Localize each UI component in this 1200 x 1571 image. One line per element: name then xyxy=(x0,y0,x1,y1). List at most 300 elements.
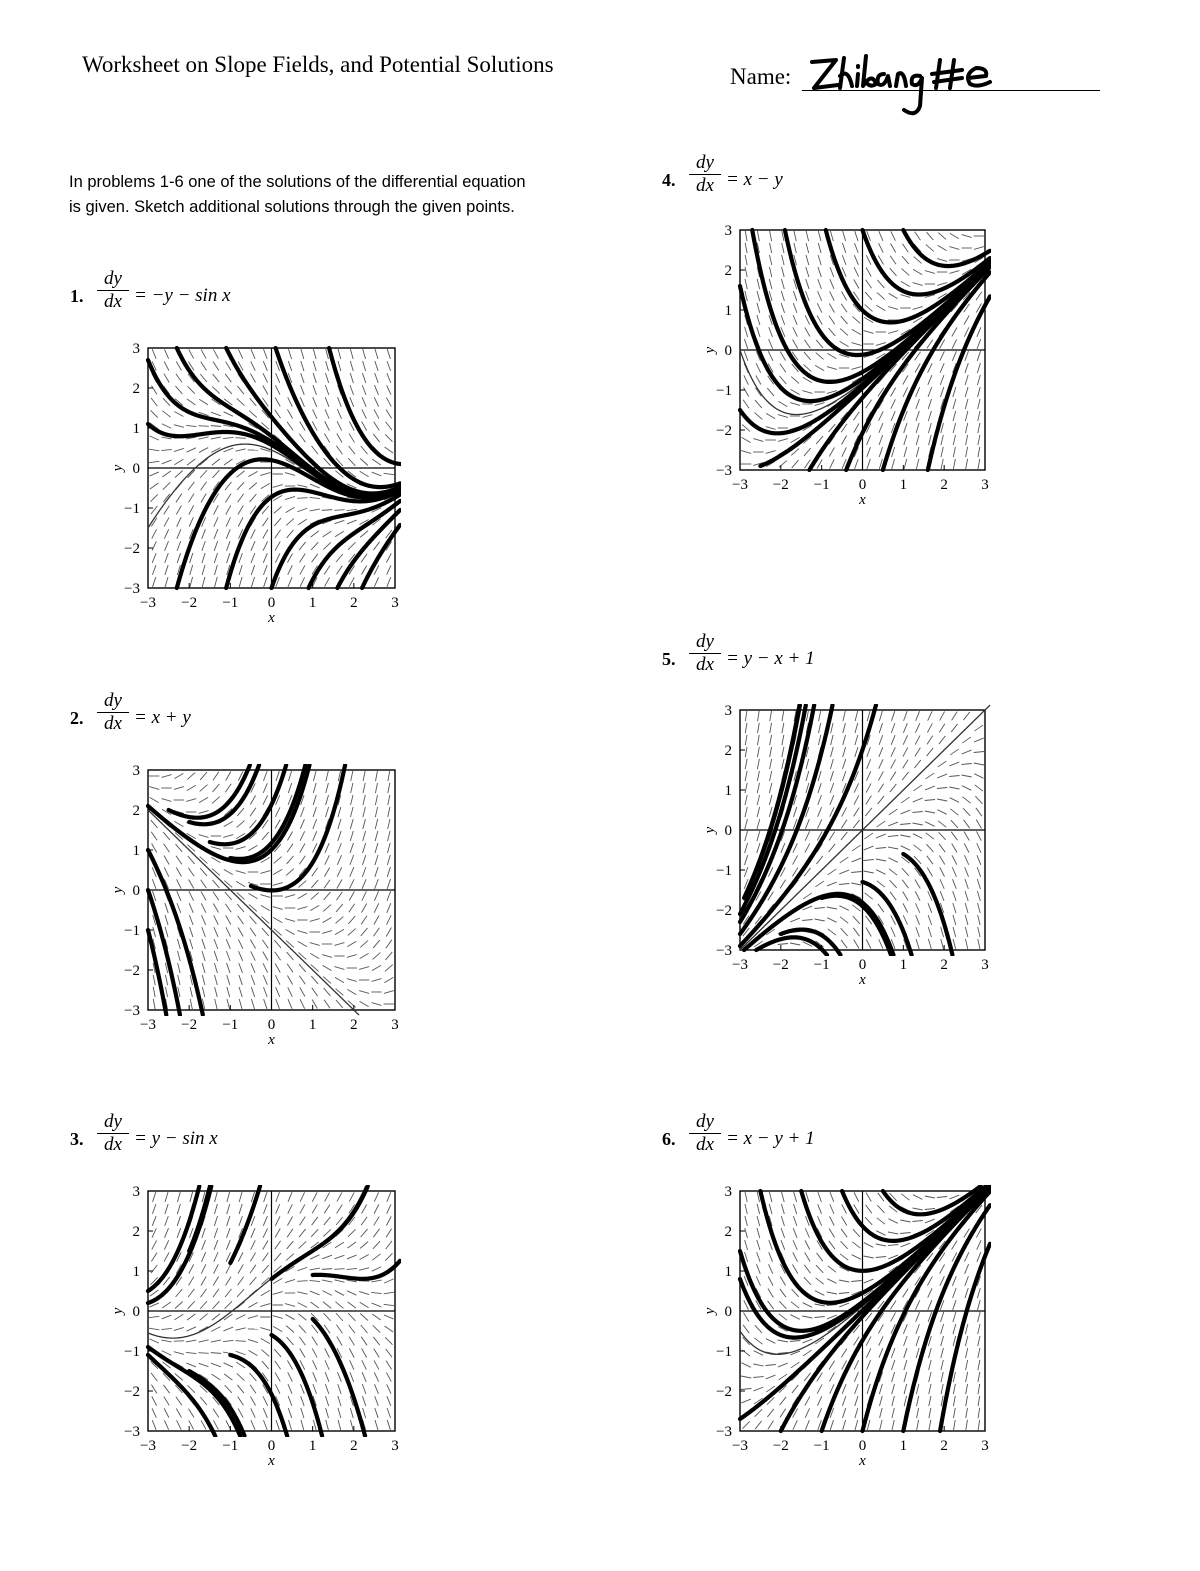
slope-segment xyxy=(928,1348,931,1358)
x-tick-label: 0 xyxy=(267,1017,276,1033)
slope-segment xyxy=(866,1336,871,1345)
y-tick-label: −2 xyxy=(124,963,140,979)
slope-segment xyxy=(925,1219,935,1223)
slope-segment xyxy=(941,1384,943,1394)
slope-segment xyxy=(879,1396,882,1406)
x-axis-label: x xyxy=(268,1032,275,1048)
slope-segment xyxy=(802,1316,812,1318)
slope-segment xyxy=(757,1252,760,1262)
slope-segment xyxy=(876,1256,886,1257)
slope-segment xyxy=(854,1372,858,1382)
slope-segment xyxy=(867,1384,870,1394)
x-tick-label: −1 xyxy=(813,477,830,493)
slope-segment xyxy=(817,1253,823,1261)
fraction-numerator: dy xyxy=(97,690,129,713)
slope-segment xyxy=(866,1193,871,1202)
y-tick-label: 1 xyxy=(724,303,732,319)
slope-segment xyxy=(804,1277,811,1285)
slope-segment xyxy=(978,1336,980,1346)
slope-segment xyxy=(965,1348,967,1358)
y-tick-label: 1 xyxy=(132,843,140,859)
y-tick-label: −1 xyxy=(124,501,140,517)
slope-segment xyxy=(753,1364,763,1366)
slope-segment xyxy=(953,1300,956,1310)
slope-segment xyxy=(769,1264,773,1274)
slope-segment xyxy=(754,1387,764,1391)
slope-segment xyxy=(792,1265,797,1274)
slope-segment xyxy=(876,1231,885,1236)
slope-segment xyxy=(827,1279,836,1284)
slope-segment xyxy=(765,1364,775,1365)
y-tick-label: −2 xyxy=(716,423,732,439)
x-tick-label: −1 xyxy=(222,1017,239,1033)
x-tick-label: −1 xyxy=(222,595,239,611)
slope-segment xyxy=(917,1420,919,1430)
slope-segment xyxy=(892,1396,895,1406)
slope-segment xyxy=(866,1348,870,1357)
slope-segment xyxy=(793,1216,796,1226)
fraction-numerator: dy xyxy=(97,268,129,291)
slope-segment xyxy=(904,1336,908,1346)
x-tick-label: −3 xyxy=(140,1017,156,1033)
slope-segment xyxy=(805,1240,810,1249)
problem-number: 6. xyxy=(662,1129,676,1149)
problem-number: 4. xyxy=(662,170,676,190)
slope-segment xyxy=(929,1408,931,1418)
slope-segment xyxy=(828,1266,836,1272)
y-tick-label: −3 xyxy=(124,1003,140,1019)
slope-segment xyxy=(964,1252,968,1261)
slope-segment xyxy=(803,1350,812,1356)
y-tick-label: −1 xyxy=(716,1344,732,1360)
y-tick-label: 3 xyxy=(132,763,140,779)
slope-segment xyxy=(830,1384,834,1393)
slope-segment xyxy=(830,1216,835,1225)
slope-segment xyxy=(953,1312,956,1322)
slope-segment xyxy=(916,1324,920,1334)
fraction-numerator: dy xyxy=(689,152,721,175)
x-tick-label: −1 xyxy=(813,957,830,973)
equation-rhs: = x − y + 1 xyxy=(726,1128,815,1149)
x-tick-label: 2 xyxy=(350,1017,358,1033)
equation-rhs: = x + y xyxy=(134,707,191,728)
slope-segment xyxy=(767,1409,773,1417)
slope-segment xyxy=(805,1408,809,1417)
y-tick-label: 1 xyxy=(724,783,732,799)
x-tick-label: 3 xyxy=(391,595,399,611)
slope-segment xyxy=(781,1216,784,1226)
x-tick-label: 3 xyxy=(981,477,989,493)
y-tick-label: −1 xyxy=(716,863,732,879)
slope-segment xyxy=(817,1396,821,1405)
slope-segment xyxy=(855,1384,859,1394)
slope-segment xyxy=(890,1301,896,1310)
y-tick-label: 1 xyxy=(132,1264,140,1280)
slope-segment xyxy=(903,1289,909,1298)
y-tick-label: −2 xyxy=(124,1384,140,1400)
slope-segment xyxy=(839,1280,849,1282)
slope-segment xyxy=(815,1291,824,1296)
y-tick-label: 2 xyxy=(724,743,732,759)
problem-number: 2. xyxy=(70,708,84,728)
slope-segment xyxy=(829,1372,834,1381)
slope-segment xyxy=(878,1324,883,1333)
y-tick-label: 3 xyxy=(132,1184,140,1200)
equation-rhs: = −y − sin x xyxy=(134,285,231,306)
slope-segment xyxy=(757,1216,760,1226)
slope-segment xyxy=(757,1240,760,1250)
slope-segment xyxy=(941,1348,944,1358)
slope-segment xyxy=(916,1384,918,1394)
slope-segment xyxy=(925,1196,935,1198)
worksheet-title: Worksheet on Slope Fields, and Potential Solutions xyxy=(82,52,554,77)
slope-segment xyxy=(791,1362,800,1368)
slope-segment xyxy=(779,1374,788,1380)
slope-segment xyxy=(901,1243,911,1247)
slope-segment xyxy=(805,1396,810,1405)
x-tick-label: 0 xyxy=(267,595,276,611)
slope-segment xyxy=(768,1301,774,1309)
x-tick-label: 2 xyxy=(940,1438,948,1454)
y-tick-label: 0 xyxy=(724,343,732,359)
slope-segment xyxy=(879,1336,883,1345)
y-tick-label: 0 xyxy=(724,823,732,839)
slope-segment xyxy=(940,1312,943,1322)
slope-segment xyxy=(977,1300,980,1310)
slope-segment xyxy=(977,1288,980,1298)
slope-segment xyxy=(953,1408,955,1418)
slope-segment xyxy=(953,1384,955,1394)
slope-segment xyxy=(852,1255,861,1260)
x-tick-label: 1 xyxy=(308,1017,317,1033)
slope-segment xyxy=(978,1384,980,1394)
slope-segment xyxy=(866,1205,872,1213)
slope-segment xyxy=(904,1348,907,1358)
slope-segment xyxy=(927,1276,932,1285)
slope-segment xyxy=(904,1384,907,1394)
y-tick-label: 0 xyxy=(132,1304,140,1320)
problem-number: 5. xyxy=(662,649,676,669)
slope-segment xyxy=(953,1372,955,1382)
x-tick-label: −1 xyxy=(222,1438,239,1454)
slope-segment xyxy=(842,1408,845,1418)
slope-segment xyxy=(803,1303,812,1308)
x-tick-label: 1 xyxy=(899,957,908,973)
slope-segment xyxy=(888,1232,898,1234)
x-tick-label: −2 xyxy=(181,1017,198,1033)
x-axis-label: x xyxy=(859,492,866,508)
slope-segment xyxy=(768,1421,774,1430)
slope-segment xyxy=(853,1229,860,1237)
slope-segment xyxy=(818,1192,821,1202)
slope-segment xyxy=(929,1360,932,1370)
slope-segment xyxy=(864,1256,874,1258)
slope-segment xyxy=(904,1396,906,1406)
slope-segment xyxy=(790,1340,800,1341)
slope-segment xyxy=(891,1360,894,1370)
y-tick-label: 2 xyxy=(132,803,140,819)
slope-segment xyxy=(851,1280,861,1281)
slope-segment xyxy=(925,1208,935,1209)
y-tick-label: 3 xyxy=(724,1184,732,1200)
y-tick-label: 3 xyxy=(724,703,732,719)
slope-segment xyxy=(855,1408,858,1418)
y-tick-label: −3 xyxy=(716,463,732,479)
slope-segment xyxy=(781,1240,785,1250)
x-tick-label: −2 xyxy=(772,477,789,493)
slope-segment xyxy=(818,1408,822,1418)
x-tick-label: 0 xyxy=(858,957,867,973)
x-axis-label: x xyxy=(268,1453,275,1469)
y-tick-label: 2 xyxy=(724,263,732,279)
y-tick-label: −3 xyxy=(716,1424,732,1440)
slope-segment xyxy=(966,1384,968,1394)
slope-segment xyxy=(941,1372,943,1382)
slope-segment xyxy=(928,1300,932,1310)
y-tick-label: −1 xyxy=(716,383,732,399)
slope-segment xyxy=(891,1348,895,1358)
slope-segment xyxy=(805,1253,810,1262)
slope-segment xyxy=(741,1363,750,1368)
y-axis-label: y xyxy=(702,346,718,354)
fraction-numerator: dy xyxy=(689,631,721,654)
fraction-denominator: dx xyxy=(104,1134,122,1155)
slope-segment xyxy=(817,1384,822,1393)
fraction-denominator: dx xyxy=(104,713,122,734)
slope-segment xyxy=(929,1420,931,1430)
slope-segment xyxy=(941,1324,944,1334)
slope-segment xyxy=(793,1252,798,1261)
slope-segment xyxy=(965,1264,969,1274)
slope-segment xyxy=(755,1409,762,1416)
slope-segment xyxy=(965,1324,968,1334)
slope-segment xyxy=(778,1340,788,1342)
slope-segment xyxy=(814,1316,824,1317)
slope-segment xyxy=(781,1228,784,1238)
slope-segment xyxy=(953,1336,956,1346)
y-tick-label: −3 xyxy=(124,1424,140,1440)
slope-segment xyxy=(843,1420,846,1430)
slope-segment xyxy=(755,1325,762,1333)
slope-segment xyxy=(841,1229,847,1237)
slope-segment xyxy=(978,1408,980,1418)
slope-segment xyxy=(753,1376,763,1377)
x-tick-label: −3 xyxy=(732,957,748,973)
y-tick-label: 2 xyxy=(724,1224,732,1240)
slope-segment xyxy=(978,1396,980,1406)
slope-segment xyxy=(977,1240,981,1249)
slope-segment xyxy=(880,1420,882,1430)
slope-segment xyxy=(917,1408,919,1418)
slope-segment xyxy=(757,1204,760,1214)
slope-segment xyxy=(912,1220,922,1221)
x-axis-label: x xyxy=(859,1453,866,1469)
x-tick-label: −3 xyxy=(140,1438,156,1454)
slope-segment xyxy=(842,1384,846,1394)
slope-segment xyxy=(741,1388,751,1389)
slope-segment xyxy=(805,1420,809,1430)
slope-segment xyxy=(901,1194,909,1200)
slope-segment xyxy=(903,1324,907,1334)
y-tick-label: 0 xyxy=(132,461,140,477)
y-tick-label: 0 xyxy=(724,1304,732,1320)
slope-segment xyxy=(745,1204,747,1214)
slope-segment xyxy=(745,1216,748,1226)
slope-segment xyxy=(941,1336,944,1346)
slope-segment xyxy=(842,1204,847,1213)
slope-segment xyxy=(953,1324,956,1334)
slope-segment xyxy=(794,1204,797,1214)
y-tick-label: 3 xyxy=(724,223,732,239)
y-axis-label: y xyxy=(110,886,126,894)
slope-segment xyxy=(864,1279,874,1283)
y-tick-label: −2 xyxy=(716,903,732,919)
slope-segment xyxy=(940,1264,945,1273)
slope-segment xyxy=(805,1228,809,1238)
slope-segment xyxy=(818,1216,822,1226)
slope-segment xyxy=(778,1363,788,1367)
problem-number: 1. xyxy=(70,286,84,306)
y-axis-label: y xyxy=(702,1307,718,1315)
fraction-numerator: dy xyxy=(689,1111,721,1134)
slope-segment xyxy=(976,1228,981,1237)
slope-segment xyxy=(830,1420,833,1430)
slope-segment xyxy=(743,1313,748,1322)
fraction-numerator: dy xyxy=(97,1111,129,1134)
slope-segment xyxy=(966,1420,968,1430)
slope-segment xyxy=(916,1348,919,1358)
slope-segment xyxy=(966,1360,968,1370)
slope-segment xyxy=(888,1244,898,1245)
slope-segment xyxy=(779,1301,786,1309)
slope-segment xyxy=(782,1192,785,1202)
slope-segment xyxy=(818,1204,822,1214)
slope-segment xyxy=(827,1292,837,1294)
fraction-denominator: dx xyxy=(104,291,122,312)
slope-segment xyxy=(916,1336,919,1346)
y-tick-label: −1 xyxy=(124,1344,140,1360)
x-tick-label: −3 xyxy=(732,1438,748,1454)
slope-segment xyxy=(803,1339,813,1343)
slope-segment xyxy=(978,1420,980,1430)
slope-segment xyxy=(830,1204,834,1214)
slope-segment xyxy=(745,1192,747,1202)
x-tick-label: −1 xyxy=(813,1438,830,1454)
slope-segment xyxy=(743,1325,749,1333)
slope-segment xyxy=(867,1420,870,1430)
slope-segment xyxy=(855,1396,858,1406)
slope-segment xyxy=(756,1264,760,1274)
slope-segment xyxy=(954,1420,956,1430)
slope-segment xyxy=(952,1276,956,1286)
slope-segment xyxy=(769,1204,772,1214)
slope-segment xyxy=(877,1218,885,1224)
name-label: Name: xyxy=(730,64,792,89)
fraction-denominator: dx xyxy=(696,175,714,196)
x-tick-label: −2 xyxy=(181,595,198,611)
slope-segment xyxy=(816,1278,824,1284)
slope-segment xyxy=(965,1336,967,1346)
slope-segment xyxy=(950,1195,960,1199)
slope-segment xyxy=(841,1349,847,1358)
slope-segment xyxy=(864,1243,873,1248)
slope-segment xyxy=(794,1192,797,1202)
slope-segment xyxy=(892,1408,894,1418)
x-tick-label: 0 xyxy=(858,1438,867,1454)
slope-segment xyxy=(780,1409,786,1418)
slope-segment xyxy=(879,1384,882,1394)
slope-segment xyxy=(830,1192,834,1202)
x-tick-label: 3 xyxy=(391,1017,399,1033)
y-tick-label: 2 xyxy=(132,1224,140,1240)
slope-segment xyxy=(757,1228,760,1238)
slope-segment xyxy=(879,1348,883,1358)
slope-segment xyxy=(791,1302,799,1308)
slope-segment xyxy=(952,1241,958,1250)
x-tick-label: 3 xyxy=(981,1438,989,1454)
y-tick-label: 3 xyxy=(132,341,140,357)
slope-segment xyxy=(855,1420,858,1430)
x-tick-label: 2 xyxy=(940,477,948,493)
slope-segment xyxy=(966,1396,968,1406)
x-tick-label: −2 xyxy=(772,1438,789,1454)
x-tick-label: 1 xyxy=(899,1438,908,1454)
slope-segment xyxy=(904,1372,907,1382)
slope-segment xyxy=(965,1276,969,1286)
x-tick-label: −3 xyxy=(140,595,156,611)
slope-segment xyxy=(781,1204,784,1214)
y-axis-label: y xyxy=(110,464,126,472)
slope-segment xyxy=(839,1292,849,1293)
slope-segment xyxy=(978,1312,981,1322)
y-axis-label: y xyxy=(110,1307,126,1315)
x-tick-label: 2 xyxy=(350,595,358,611)
slope-segment xyxy=(793,1240,797,1250)
x-tick-label: 3 xyxy=(981,957,989,973)
y-tick-label: −3 xyxy=(124,581,140,597)
slope-segment xyxy=(892,1372,895,1382)
slope-segment xyxy=(829,1241,835,1249)
instructions-text: In problems 1-6 one of the solutions of the differential equation is given. Sketch additional solutions through the given points. xyxy=(69,173,526,216)
x-tick-label: 1 xyxy=(308,595,317,611)
slope-segment xyxy=(742,1421,749,1428)
slope-segment xyxy=(966,1408,968,1418)
slope-segment xyxy=(780,1289,786,1297)
x-tick-label: 1 xyxy=(308,1438,317,1454)
slope-segment xyxy=(854,1192,859,1201)
y-tick-label: 2 xyxy=(132,381,140,397)
slope-segment xyxy=(766,1339,775,1344)
slope-segment xyxy=(745,1228,748,1238)
slope-segment xyxy=(865,1217,872,1225)
slope-segment xyxy=(928,1288,932,1297)
slope-segment xyxy=(768,1289,773,1298)
problem-number: 3. xyxy=(70,1129,84,1149)
slope-segment xyxy=(937,1196,947,1197)
fraction-denominator: dx xyxy=(696,654,714,675)
slope-segment xyxy=(804,1265,810,1273)
slope-segment xyxy=(780,1277,785,1286)
slope-segment xyxy=(913,1195,922,1200)
slope-segment xyxy=(792,1385,798,1393)
slope-segment xyxy=(953,1396,955,1406)
slope-segment xyxy=(755,1421,761,1429)
slope-segment xyxy=(965,1288,968,1298)
slope-segment xyxy=(867,1360,871,1370)
slope-segment xyxy=(793,1228,797,1238)
x-tick-label: 3 xyxy=(391,1438,399,1454)
x-tick-label: 2 xyxy=(350,1438,358,1454)
